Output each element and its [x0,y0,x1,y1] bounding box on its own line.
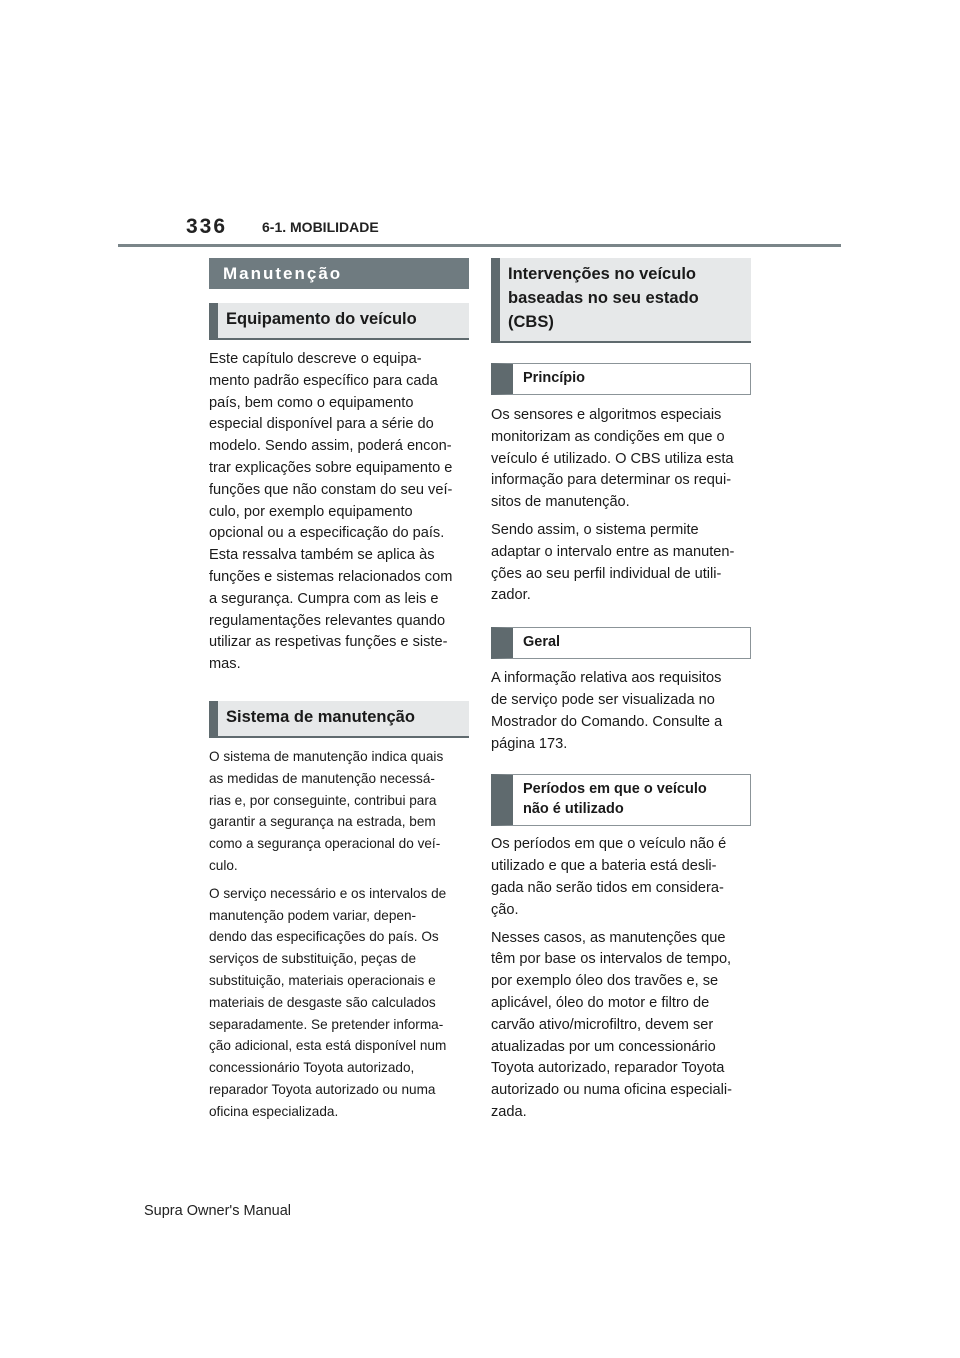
text-line: oficina especializada. [209,1103,339,1119]
text-line: culo. [209,857,238,873]
heading-line: Períodos em que o veículo [523,781,707,798]
text-line: sitos de manutenção. [491,494,630,511]
heading-cbs [491,258,751,343]
heading-equipamento: Equipamento do veículo [209,303,469,340]
text-line: trar explicações sobre equipamento e [209,459,453,476]
paragraph-equipamento [209,349,469,676]
header-divider [118,244,841,247]
text-line: garantir a segurança na estrada, bem [209,814,436,830]
text-line: culo, por exemplo equipamento [209,503,413,520]
left-column [209,258,469,1123]
heading-line: não é utilizado [523,801,624,818]
text-line: manutenção podem variar, depen- [209,907,417,923]
text-line: zador. [491,587,531,604]
text-line: mas. [209,656,241,673]
text-line: adaptar o intervalo entre as manuten- [491,543,735,560]
text-line: as medidas de manutenção necessá- [209,770,435,786]
text-line: de serviço pode ser visualizada no [491,691,715,708]
text-line: carvão ativo/microfiltro, devem ser [491,1016,714,1033]
text-line: regulamentações relevantes quando [209,612,446,629]
text-line: ção adicional, esta está disponível num [209,1038,447,1054]
text-line: autorizado ou numa oficina especiali- [491,1082,732,1099]
text-line: utilizar as respetivas funções e siste- [209,634,448,651]
text-line: substituição, materiais operacionais e [209,972,436,988]
heading-line: Intervenções no veículo [508,265,696,283]
text-line: aplicável, óleo do motor e filtro de [491,994,710,1011]
page-number: 336 [186,215,228,238]
paragraph-geral [491,668,751,755]
text-line: concessionário Toyota autorizado, [209,1060,415,1076]
text-line: Este capítulo descreve o equipa- [209,351,422,367]
text-line: O serviço necessário e os intervalos de [209,885,447,901]
text-line: zada. [491,1103,527,1120]
text-line: especial disponível para a série do [209,416,434,433]
text-line: dendo das especificações do país. Os [209,929,439,945]
text-line: opcional ou a especificação do país. [209,525,445,542]
text-line: página 173. [491,735,568,752]
text-line: Os sensores e algoritmos especiais [491,407,722,423]
text-line: por exemplo óleo dos travões e, se [491,973,719,990]
paragraph-periodos-1 [491,834,751,921]
text-line: Esta ressalva também se aplica às [209,547,435,564]
heading-line: baseadas no seu estado [508,289,699,307]
text-line: funções e sistemas relacionados com [209,568,453,585]
text-line: reparador Toyota autorizado ou numa [209,1081,436,1097]
paragraph-manutencao-2 [209,883,469,1123]
text-line: ções ao seu perfil individual de utili- [491,565,722,582]
text-line: Toyota autorizado, reparador Toyota [491,1060,725,1077]
text-line: monitorizam as condições em que o [491,428,725,445]
paragraph-periodos-2 [491,928,751,1124]
text-line: Sendo assim, o sistema permite [491,521,699,538]
paragraph-principio-1 [491,405,751,514]
text-line: ção. [491,901,519,918]
text-line: A informação relativa aos requisitos [491,670,722,687]
text-line: Os períodos em que o veículo não é [491,836,727,853]
subheading-principio: Princípio [491,363,751,395]
text-line: rias e, por conseguinte, contribui para [209,792,437,808]
right-column [491,258,751,1124]
subheading-periodos [491,774,751,826]
text-line: serviços de substituição, peças de [209,951,417,967]
text-line: mento padrão específico para cada [209,372,438,389]
manual-title: Supra Owner's Manual [144,1203,292,1219]
text-line: utilizado e que a bateria está desli- [491,858,717,875]
text-line: gada não serão tidos em considera- [491,879,724,896]
text-line: veículo é utilizado. O CBS utiliza esta [491,450,734,467]
text-line: modelo. Sendo assim, poderá encon- [209,438,452,455]
text-line: O sistema de manutenção indica quais [209,748,444,764]
text-line: Mostrador do Comando. Consulte a [491,713,723,730]
text-line: país, bem como o equipamento [209,394,414,411]
text-line: atualizadas por um concessionário [491,1038,716,1055]
text-line: Nesses casos, as manutenções que [491,929,726,946]
paragraph-principio-2 [491,520,751,607]
text-line: a segurança. Cumpra com as leis e [209,590,439,607]
text-line: informação para determinar os requi- [491,472,732,489]
paragraph-manutencao-1 [209,746,469,877]
text-line: funções que não constam do seu veí- [209,481,453,498]
heading-line: (CBS) [508,313,554,331]
chapter-title: Manutenção [209,258,469,289]
heading-sistema-manutencao: Sistema de manutenção [209,701,469,738]
text-line: como a segurança operacional do veí- [209,836,441,852]
text-line: materiais de desgaste são calculados [209,994,436,1010]
subheading-geral: Geral [491,627,751,659]
text-line: separadamente. Se pretender informa- [209,1016,444,1032]
section-title: 6-1. MOBILIDADE [262,219,379,235]
text-line: têm por base os intervalos de tempo, [491,951,732,968]
